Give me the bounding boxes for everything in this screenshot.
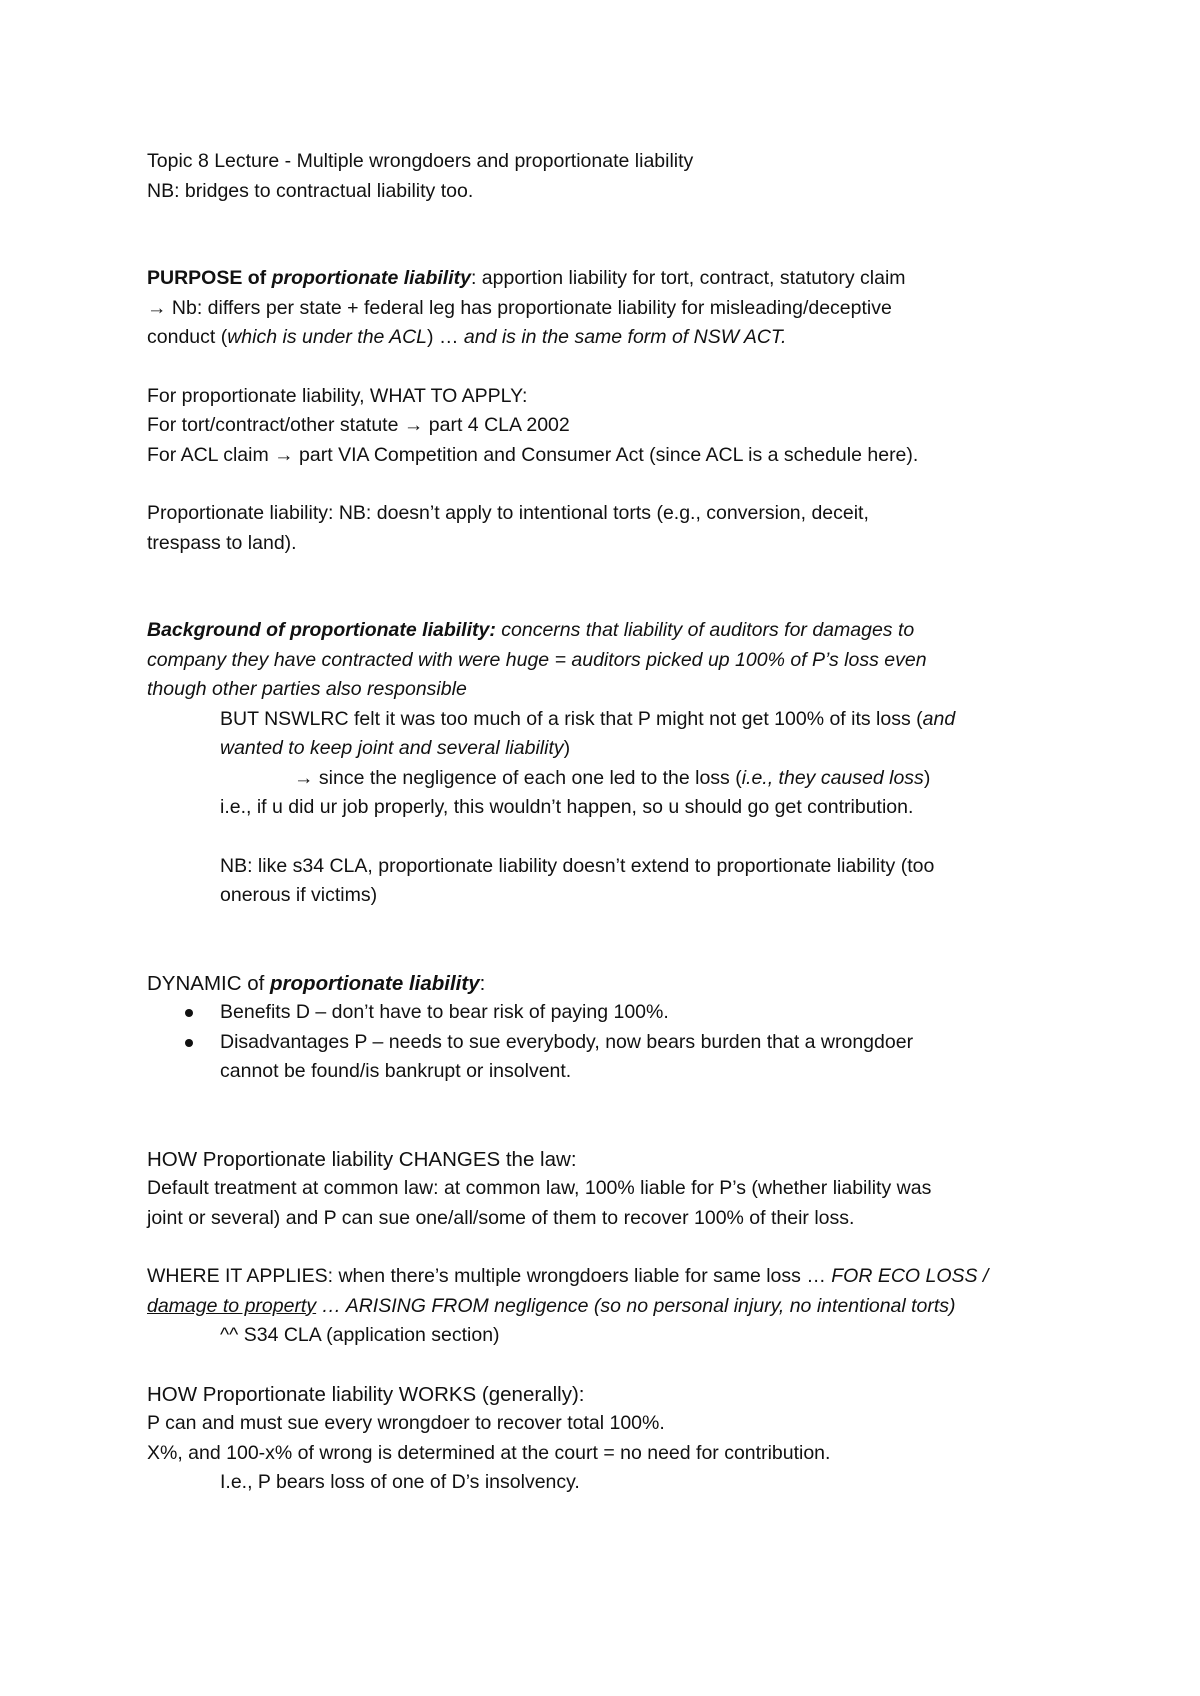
where-line-1: WHERE IT APPLIES: when there’s multiple wrongdoers liable for same loss … FOR ECO LOSS /	[147, 1265, 989, 1287]
arrow-icon: →	[274, 443, 294, 466]
dynamic-section	[147, 969, 1057, 1087]
title-line: Topic 8 Lecture - Multiple wrongdoers and proportionate liability	[147, 150, 694, 172]
list-item: Benefits D – don’t have to bear risk of paying 100%.	[147, 998, 1057, 1028]
bullet-icon	[185, 1039, 193, 1047]
document-body	[147, 147, 1057, 1498]
arrow-icon: →	[147, 296, 167, 319]
apply-section	[147, 382, 1057, 471]
background-label: Background of proportionate liability:	[147, 619, 496, 641]
purpose-label-italic: proportionate liability	[271, 267, 471, 289]
works-heading: HOW Proportionate liability WORKS (generally):	[147, 1382, 585, 1406]
works-section: HOW Proportionate liability WORKS (generally): P can and must sue every wrongdoer to recover total 100%. X%, and 100-x% of wrong is determined at the court = no need for contribution. I.e., P bears loss of one of D’s insolvency.	[147, 1380, 1057, 1498]
apply-line-3: For ACL claim → part VIA Competition and Consumer Act (since ACL is a schedule here).	[147, 443, 919, 466]
purpose-line-3: conduct (which is under the ACL) … and is in the same form of NSW ACT.	[147, 326, 787, 348]
dynamic-list	[147, 998, 1057, 1087]
background-section: Background of proportionate liability: concerns that liability of auditors for damages to company they have contracted with were huge = auditors picked up 100% of P’s loss even though other parties also responsible BUT NSWLRC felt it was too much of a risk that P might not get 100% of its loss (and wanted to keep joint and several liability) → since the negligence of each one led to the loss (i.e., they caused loss) i.e., if u did ur job properly, this wouldn’t happen, so u should go get contribution. NB: like s34 CLA, proportionate liability doesn’t extend to proportionate liability (too onerous if victims)	[147, 616, 1057, 911]
bullet-icon	[185, 1009, 193, 1017]
changes-section: HOW Proportionate liability CHANGES the law: Default treatment at common law: at common law, 100% liable for P’s (whether liability was joint or several) and P can sue one/all/some of them to recover 100% of their loss. WHERE IT APPLIES: when there’s multiple wrongdoers liable for same loss … FOR ECO LOSS / damage to property … ARISING FROM negligence (so no personal injury, no intentional torts) ^^ S34 CLA (application section)	[147, 1145, 1057, 1351]
purpose-section	[147, 264, 1057, 353]
arrow-icon: →	[403, 414, 424, 436]
dynamic-heading: DYNAMIC of proportionate liability:	[147, 971, 486, 995]
arrow-icon: →	[294, 766, 314, 789]
list-item: Disadvantages P – needs to sue everybody, now bears burden that a wrongdoer	[147, 1028, 1057, 1058]
background-line-1: Background of proportionate liability: concerns that liability of auditors for damages to	[147, 619, 915, 641]
purpose-line-1	[147, 264, 1057, 294]
intentional-section: Proportionate liability: NB: doesn’t apply to intentional torts (e.g., conversion, deceit, trespass to land).	[147, 502, 869, 554]
apply-line-2: For tort/contract/other statute → part 4 CLA 2002	[147, 414, 570, 436]
where-line-2: damage to property … ARISING FROM negligence (so no personal injury, no intentional torts)	[147, 1294, 956, 1317]
nb-line: NB: bridges to contractual liability too.	[147, 179, 474, 202]
apply-line-1: For proportionate liability, WHAT TO APPLY:	[147, 384, 528, 407]
purpose-text: : apportion liability for tort, contract, statutory claim	[470, 267, 906, 289]
purpose-label: PURPOSE of	[147, 267, 272, 289]
purpose-line-2: → Nb: differs per state + federal leg has proportionate liability for misleading/deceptive	[147, 296, 892, 319]
list-item-continuation: cannot be found/is bankrupt or insolvent.	[220, 1060, 572, 1082]
changes-heading: HOW Proportionate liability CHANGES the law:	[147, 1147, 577, 1171]
